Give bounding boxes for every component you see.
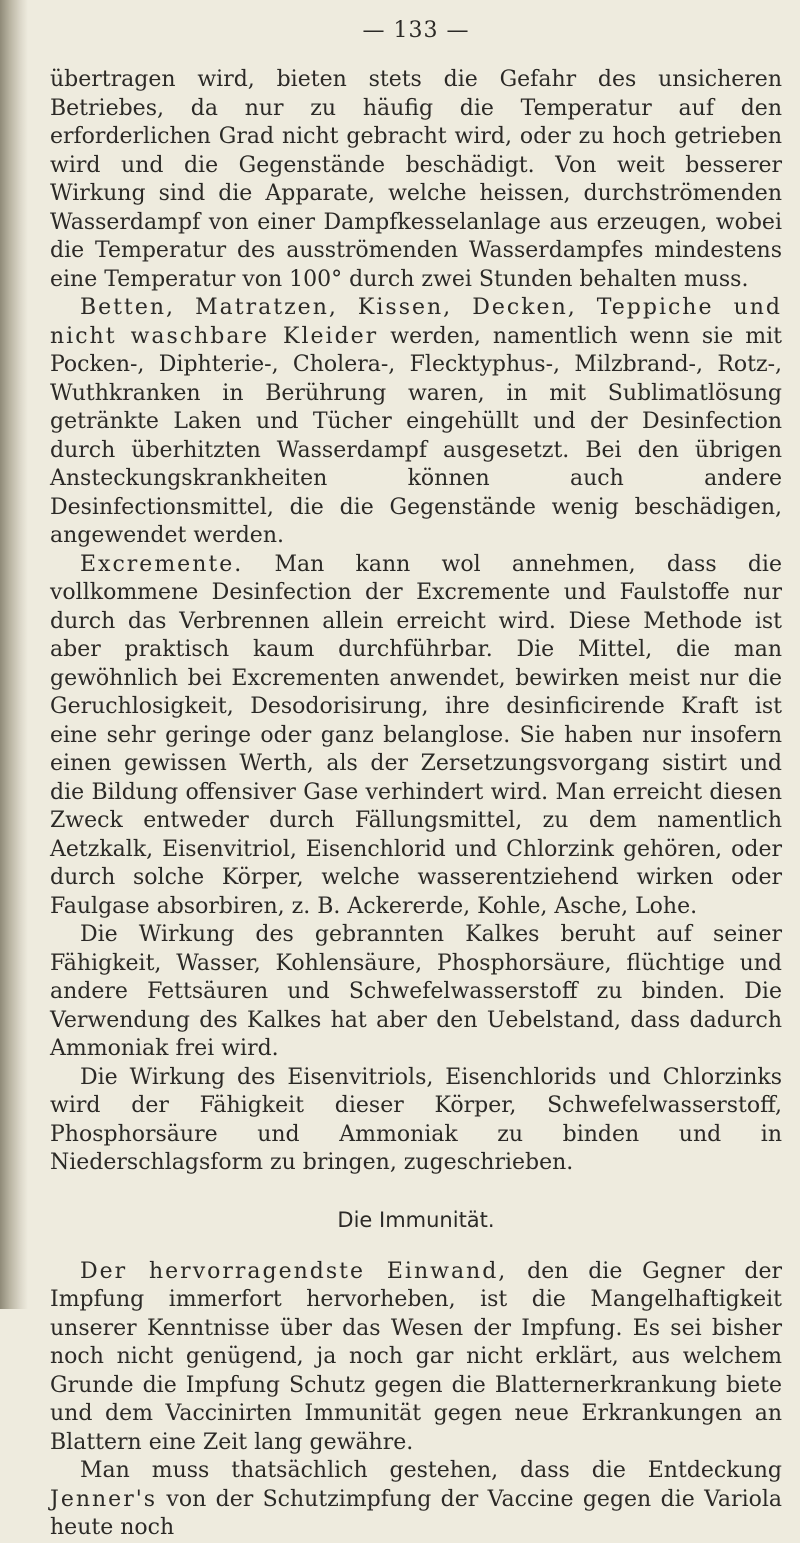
section-heading: Die Immunität.: [337, 1207, 495, 1232]
body-text: [50, 66, 782, 1543]
paragraph-kalk: [50, 921, 782, 1064]
paragraph-text: Man kann wol annehmen, dass die vollkommene Desinfection der Excremente und Faulstoffe nur durch das Verbrennen allein erreicht wird. Diese Methode ist aber praktisch kaum durchführbar. Die Mittel, die man gewöhnlich bei Excrementen anwendet, bewirken meist nur die Geruchlosigkeit, Desodorisirung, ihre desinficirende Kraft ist eine sehr geringe oder ganz belanglose. Sie haben nur insofern einen gewissen Werth, als der Zersetzungsvorgang sistirt und die Bildung offensiver Gase verhindert wird. Man erreicht diesen Zweck entweder durch Fällungsmittel, zu dem namentlich Aetzkalk, Eisenvitriol, Eisenchlorid und Chlorzink gehören, oder durch solche Körper, welche wasserentziehend wirken oder Faulgase absorbiren, z. B. Ackererde, Kohle, Asche, Lohe.: [50, 551, 782, 919]
paragraph-lead: Excremente.: [80, 551, 244, 577]
paragraph-lead: Betten, Matratzen, Kissen, Decken, Teppiche und nicht waschbare Kleider: [50, 295, 782, 349]
book-page: [50, 18, 782, 1543]
paragraph-lead: Jenner's: [50, 1486, 158, 1512]
paragraph-lead: Der hervorragendste Einwand,: [80, 1258, 508, 1284]
paragraph-jenner: [50, 1457, 782, 1543]
page-edge-shadow: [0, 0, 28, 1309]
paragraph-text: Die Wirkung des gebrannten Kalkes beruht auf seiner Fähigkeit, Wasser, Kohlensäure, Phosphorsäure, flüchtige und andere Fettsäuren und Schwefelwasserstoff zu binden. Die Verwendung des Kalkes hat aber den Uebelstand, dass dadurch Ammoniak frei wird.: [50, 922, 782, 1061]
paragraph-einwand: [50, 1258, 782, 1458]
paragraph-text-pre: Man muss thatsächlich gestehen, dass die Entdeckung: [80, 1458, 782, 1483]
page-number: — 133 —: [362, 18, 470, 43]
paragraph-eisenvitriol: [50, 1064, 782, 1178]
paragraph-continuation: [50, 66, 782, 294]
paragraph-text: den die Gegner der Impfung immerfort hervorheben, ist die Mangelhaftigkeit unserer Kenntnisse über das Wesen der Impfung. Es sei bisher noch nicht genügend, ja noch gar nicht erklärt, aus welchem Grunde die Impfung Schutz gegen die Blatternerkrankung biete und dem Vaccinirten Immunität gegen neue Erkrankungen an Blattern eine Zeit lang gewähre.: [50, 1258, 782, 1455]
paragraph-text: von der Schutzimpfung der Vaccine gegen die Variola heute noch: [50, 1486, 782, 1540]
paragraph-text: übertragen wird, bieten stets die Gefahr des unsicheren Betriebes, da nur zu häufig die Temperatur auf den erforderlichen Grad nicht gebracht wird, oder zu hoch getrieben wird und die Gegenstände beschädigt. Von weit besserer Wirkung sind die Apparate, welche heissen, durchströmenden Wasserdampf von einer Dampfkesselanlage aus erzeugen, wobei die Temperatur des ausströmenden Wasserdampfes mindestens eine Temperatur von 100° durch zwei Stunden behalten muss.: [50, 67, 782, 292]
paragraph-bedding: [50, 294, 782, 551]
paragraph-excremente: [50, 551, 782, 922]
paragraph-text: Die Wirkung des Eisenvitriols, Eisenchlorids und Chlorzinks wird der Fähigkeit dieser Körper, Schwefelwasserstoff, Phosphorsäure und Ammoniak zu binden und in Niederschlagsform zu bringen, zugeschrieben.: [50, 1064, 782, 1175]
paragraph-text: werden, namentlich wenn sie mit Pocken-, Diphterie-, Cholera-, Flecktyphus-, Milzbrand-, Rotz-, Wuthkranken in Berührung waren, in mit Sublimatlösung getränkte Laken und Tücher eingehüllt und der Desinfection durch überhitzten Wasserdampf ausgesetzt. Bei den übrigen Ansteckungskrankheiten können auch andere Desinfectionsmittel, die die Gegenstände wenig beschädigen, angewendet werden.: [50, 323, 783, 548]
